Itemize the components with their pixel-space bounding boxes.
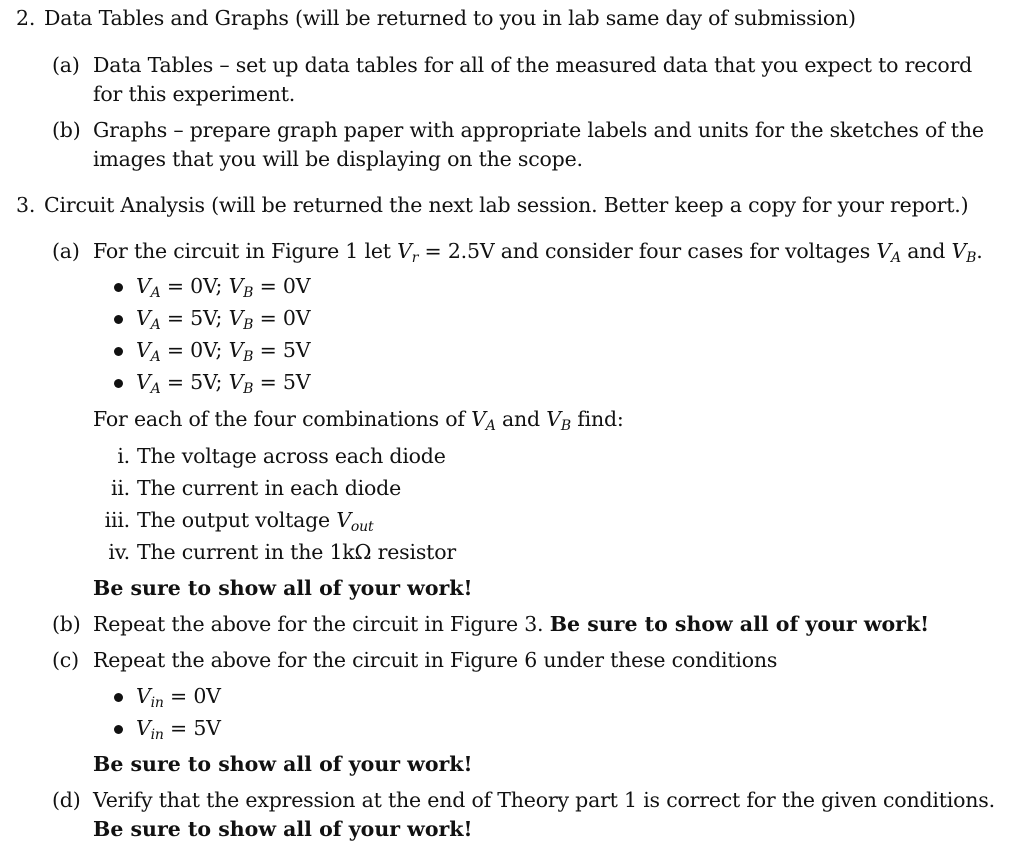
case-3: $V_A = 0V$; $V_B = 5V$	[136, 338, 311, 365]
item-2a-line2: for this experiment.	[93, 82, 296, 106]
item-3b-label: (b)	[52, 612, 81, 636]
item-3-title: Circuit Analysis (will be returned the next lab session. Better keep a copy for your report.)	[44, 193, 969, 217]
bullet	[114, 725, 123, 734]
find-text: The output voltage $V_{out}$	[137, 508, 374, 535]
find-text: The voltage across each diode	[137, 444, 446, 468]
item-3c-text: Repeat the above for the circuit in Figure 6 under these conditions	[93, 648, 778, 672]
show-work-text: Be sure to show all of your work!	[93, 576, 473, 600]
item-3d-label: (d)	[52, 788, 81, 812]
item-3-number: 3.	[16, 193, 36, 217]
item-2-title: Data Tables and Graphs (will be returned to you in lab same day of submission)	[44, 6, 856, 30]
item-2a-label: (a)	[52, 53, 80, 77]
bullet	[114, 693, 123, 702]
bullet	[114, 347, 123, 356]
find-number: iii.	[104, 508, 130, 532]
find-text: The current in each diode	[137, 476, 402, 500]
item-2b-line1: Graphs – prepare graph paper with appropriate labels and units for the sketches of the	[93, 118, 984, 142]
find-number: ii.	[110, 476, 130, 500]
item-3a-intro: For the circuit in Figure 1 let $V_r = 2.5V$ and consider four cases for voltages $V_A$ and $V_B$.	[93, 239, 983, 266]
item-3d-text: Verify that the expression at the end of Theory part 1 is correct for the given conditions.	[93, 788, 995, 812]
condition-1: $V_{in} = 0V$	[136, 684, 221, 711]
show-work-text: Be sure to show all of your work!	[93, 817, 473, 841]
find-number: iv.	[108, 540, 130, 564]
combinations-text: For each of the four combinations of $V_A$ and $V_B$ find:	[93, 407, 624, 434]
item-3b-text: Repeat the above for the circuit in Figure 3. Be sure to show all of your work!	[93, 612, 930, 636]
item-2b-label: (b)	[52, 118, 81, 142]
item-3a-label: (a)	[52, 239, 80, 263]
item-2-number: 2.	[16, 6, 36, 30]
case-1: $V_A = 0V$; $V_B = 0V$	[136, 274, 311, 301]
case-2: $V_A = 5V$; $V_B = 0V$	[136, 306, 311, 333]
find-number: i.	[117, 444, 130, 468]
item-2a-line1: Data Tables – set up data tables for all of the measured data that you expect to record	[93, 53, 973, 77]
bullet	[114, 379, 123, 388]
find-text: The current in the 1kΩ resistor	[137, 540, 456, 564]
bullet	[114, 283, 123, 292]
item-2b-line2: images that you will be displaying on the scope.	[93, 147, 583, 171]
condition-2: $V_{in} = 5V$	[136, 716, 221, 743]
show-work-text: Be sure to show all of your work!	[93, 752, 473, 776]
case-4: $V_A = 5V$; $V_B = 5V$	[136, 370, 311, 397]
item-3c-label: (c)	[52, 648, 79, 672]
bullet	[114, 315, 123, 324]
